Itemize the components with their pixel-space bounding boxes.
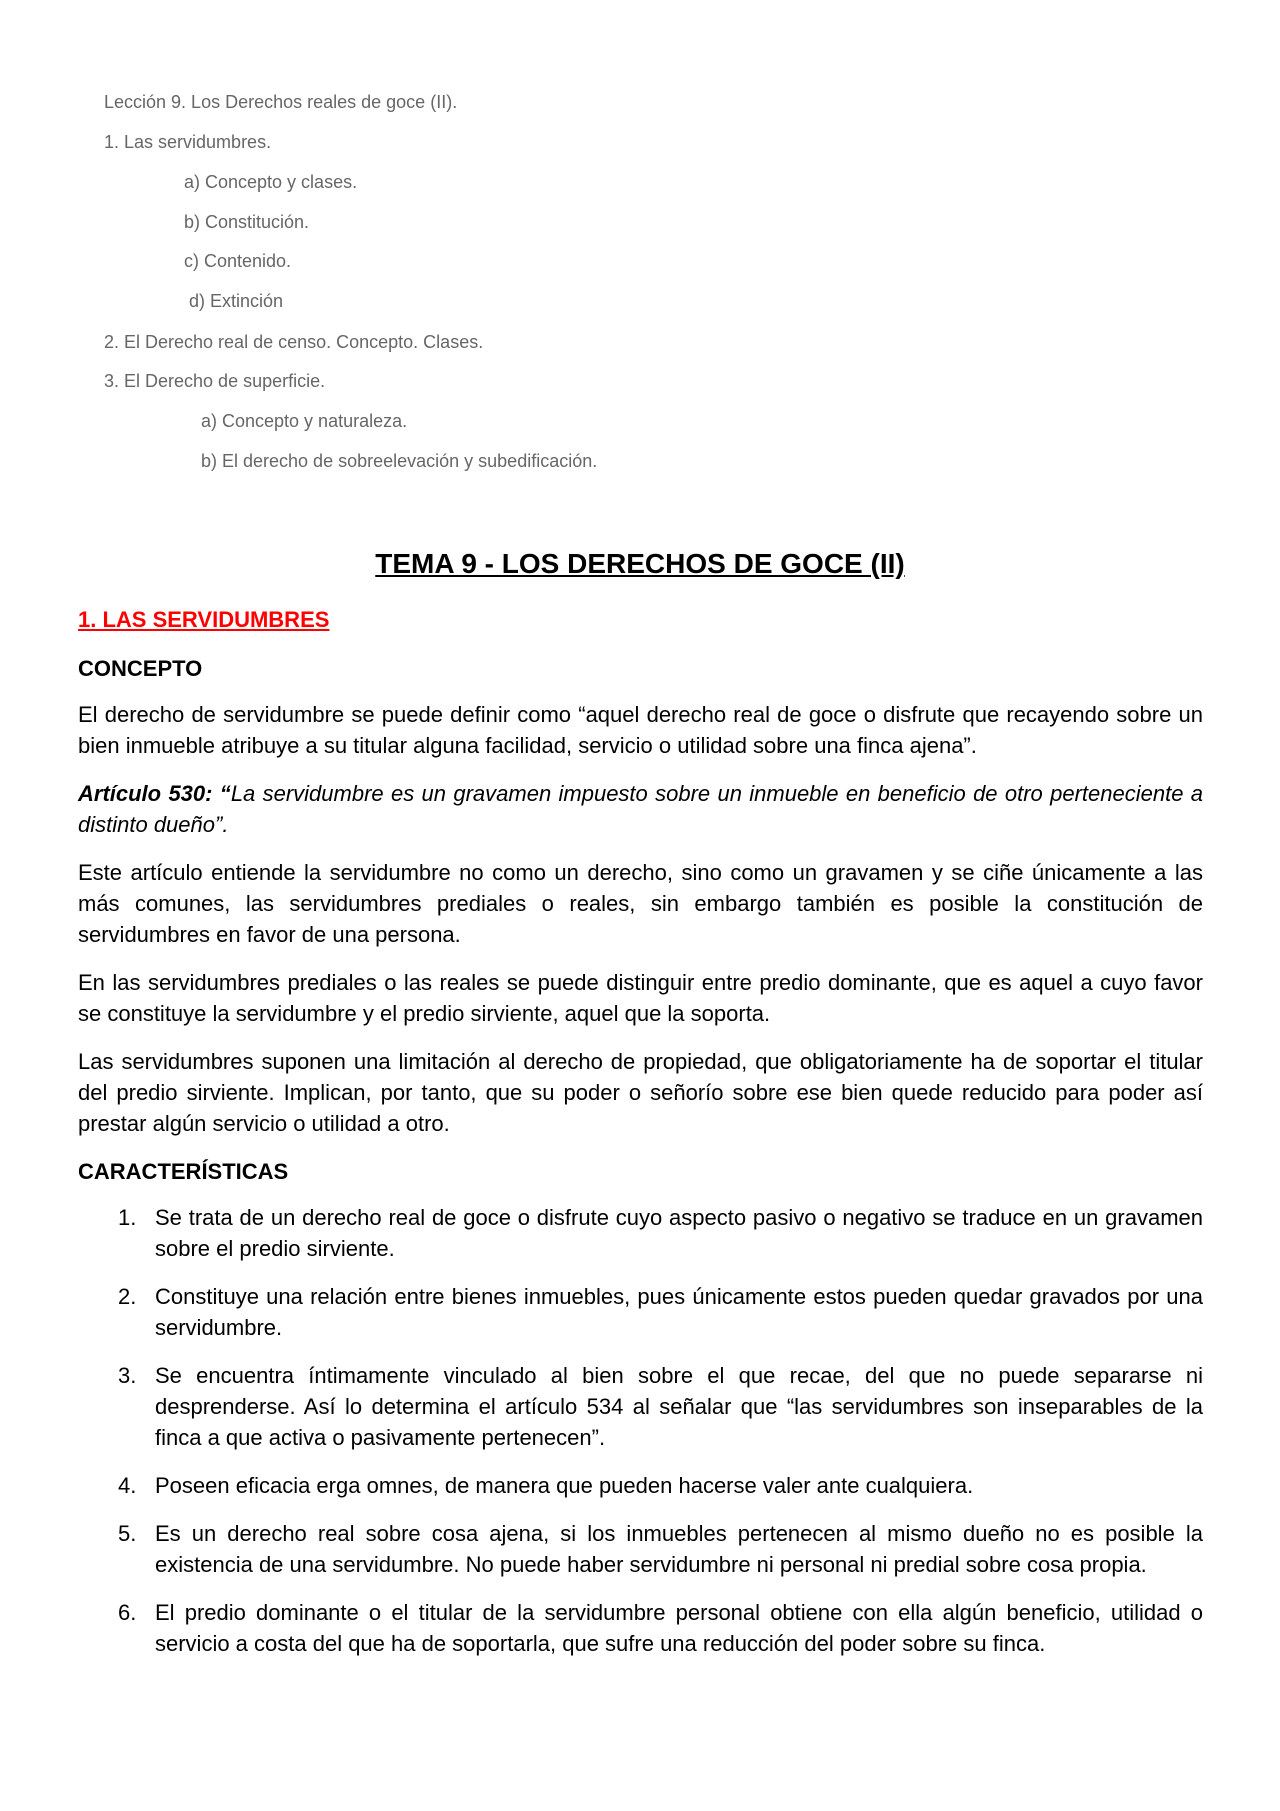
list-item-text: Es un derecho real sobre cosa ajena, si los inmuebles pertenecen al mismo dueño no es posible la existencia de una servidumbre. No puede haber servidumbre ni personal ni predial sobre cosa propia. <box>155 1521 1203 1577</box>
list-item <box>78 1470 1203 1501</box>
document-body <box>78 604 1203 1676</box>
list-item <box>78 1202 1203 1264</box>
list-item-number: 5. <box>118 1521 137 1546</box>
list-item <box>78 1360 1203 1453</box>
paragraph-predios: En las servidumbres prediales o las reales se puede distinguir entre predio dominante, que es aquel a cuyo favor se constituye la servidumbre y el predio sirviente, aquel que la soporta. <box>78 970 1203 1026</box>
paragraph-definition: El derecho de servidumbre se puede definir como “aquel derecho real de goce o disfrute que recayendo sobre un bien inmueble atribuye a su titular alguna facilidad, servicio o utilidad sobre una finca ajena”. <box>78 702 1203 758</box>
paragraph-article-commentary: Este artículo entiende la servidumbre no como un derecho, sino como un gravamen y se ciñe únicamente a las más comunes, las servidumbres prediales o reales, sin embargo también es posible la constitución de servidumbres en favor de una persona. <box>78 860 1203 947</box>
list-item <box>78 1281 1203 1343</box>
list-item-text: Se trata de un derecho real de goce o disfrute cuyo aspecto pasivo o negativo se traduce en un gravamen sobre el predio sirviente. <box>155 1205 1203 1261</box>
characteristics-list <box>78 1202 1203 1659</box>
paragraph-limitation: Las servidumbres suponen una limitación al derecho de propiedad, que obligatoriamente ha de soportar el titular del predio sirviente. Implican, por tanto, que su poder o señorío sobre ese bien quede reducido para poder así prestar algún servicio o utilidad a otro. <box>78 1049 1203 1136</box>
outline-item-1: 1. Las servidumbres. <box>104 132 272 152</box>
list-item-number: 4. <box>118 1473 137 1498</box>
document-title: TEMA 9 - LOS DERECHOS DE GOCE (II) <box>375 548 905 579</box>
list-item-number: 6. <box>118 1600 137 1625</box>
article-text: La servidumbre es un gravamen impuesto sobre un inmueble en beneficio de otro perteneciente a distinto dueño”. <box>78 781 1203 837</box>
list-item-text: El predio dominante o el titular de la servidumbre personal obtiene con ella algún beneficio, utilidad o servicio a costa del que ha de soportarla, que sufre una reducción del poder sobre su finca. <box>155 1600 1203 1656</box>
outline-item-1d: d) Extinción <box>189 291 284 311</box>
list-item-number: 2. <box>118 1284 137 1309</box>
list-item <box>78 1597 1203 1659</box>
section-heading-servidumbres: 1. LAS SERVIDUMBRES <box>78 607 330 632</box>
list-item <box>78 1518 1203 1580</box>
list-item-number: 3. <box>118 1363 137 1388</box>
outline-item-2: 2. El Derecho real de censo. Concepto. Clases. <box>104 332 484 352</box>
outline-item-3: 3. El Derecho de superficie. <box>104 371 326 391</box>
list-item-text: Se encuentra íntimamente vinculado al bien sobre el que recae, del que no puede separarse ni desprenderse. Así lo determina el artículo 534 al señalar que “las servidumbres son inseparables de la finca a que activa o pasivamente pertenecen”. <box>155 1363 1203 1450</box>
outline-item-3a: a) Concepto y naturaleza. <box>201 411 408 431</box>
article-label: Artículo 530: “ <box>78 781 231 806</box>
paragraph-article-530 <box>78 778 1203 840</box>
heading-concepto: CONCEPTO <box>78 656 203 681</box>
list-item-number: 1. <box>118 1205 137 1230</box>
list-item-text: Constituye una relación entre bienes inmuebles, pues únicamente estos pueden quedar gravados por una servidumbre. <box>155 1284 1203 1340</box>
outline-item-3b: b) El derecho de sobreelevación y subedificación. <box>201 451 598 471</box>
outline-item-1c: c) Contenido. <box>184 251 292 271</box>
list-item-text: Poseen eficacia erga omnes, de manera que pueden hacerse valer ante cualquiera. <box>155 1473 974 1498</box>
outline-lesson-title: Lección 9. Los Derechos reales de goce (II). <box>104 92 458 112</box>
outline-item-1a: a) Concepto y clases. <box>184 172 358 192</box>
heading-caracteristicas: CARACTERÍSTICAS <box>78 1159 289 1184</box>
outline-item-1b: b) Constitución. <box>184 212 310 232</box>
